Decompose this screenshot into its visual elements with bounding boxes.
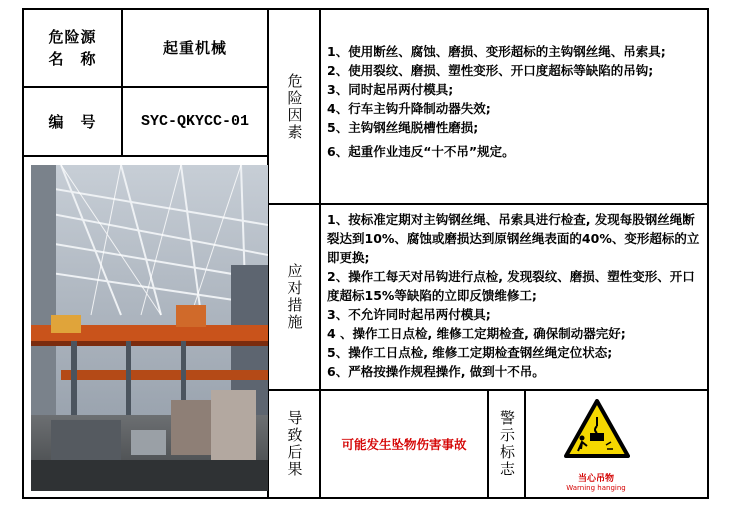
consequence-title: 导致后果 (285, 410, 304, 478)
warning-sign-text-cn: 当心吊物 (577, 474, 614, 484)
hazard-item: 4、行车主钩升降制动器失效; (327, 101, 491, 116)
code-value: SYC-QKYCC-01 (140, 113, 250, 130)
hazard-item: 5、主钩钢丝绳脱槽性磨损; (327, 120, 479, 135)
hazard-item: 1、使用断丝、腐蚀、磨损、变形超标的主钩钢丝绳、吊索具; (327, 44, 666, 59)
measure-item: 5、操作工日点检, 维修工定期检查钢丝绳定位状态; (327, 345, 613, 360)
hazard-card (22, 8, 709, 499)
measure-item: 1、按标准定期对主钩钢丝绳、吊索具进行检查, 发现每股钢丝绳断裂达到10%、腐蚀或磨损达到原钢丝绳表面的40%、变形超标的立即更换; (327, 212, 700, 265)
hazard-item: 3、同时起吊两付模具; (327, 82, 454, 97)
measure-item: 6、严格按操作规程操作, 做到十不吊。 (327, 364, 545, 379)
measures-title: 应对措施 (285, 263, 304, 331)
hazard-list (327, 42, 699, 161)
overhead-crane-workshop-photo (31, 165, 268, 491)
source-name-label: 危险源 名 称 (48, 28, 97, 68)
consequence-text: 可能发生坠物伤害事故 (341, 437, 467, 452)
source-name-value: 起重机械 (162, 39, 227, 57)
measure-item: 3、不允许同时起吊两付模具; (327, 307, 491, 322)
falling-load-warning-icon (564, 399, 630, 459)
hazard-factors-title: 危险因素 (285, 72, 304, 141)
warning-sign-text-en: Warning hanging (566, 484, 626, 492)
measure-item: 2、操作工每天对吊钩进行点检, 发现裂纹、磨损、塑性变形、开口度超标15%等缺陷的立即反馈维修工; (327, 269, 695, 303)
measure-item: 4 、操作工日点检, 维修工定期检查, 确保制动器完好; (327, 326, 626, 341)
measures-list (327, 210, 701, 381)
code-label: 编 号 (48, 112, 97, 131)
warning-sign (526, 391, 707, 497)
hazard-item: 6、起重作业违反“十不吊”规定。 (327, 144, 515, 159)
warning-title: 警示标志 (498, 410, 516, 478)
hazard-item: 2、使用裂纹、磨损、塑性变形、开口度超标等缺陷的吊钩; (327, 63, 654, 78)
